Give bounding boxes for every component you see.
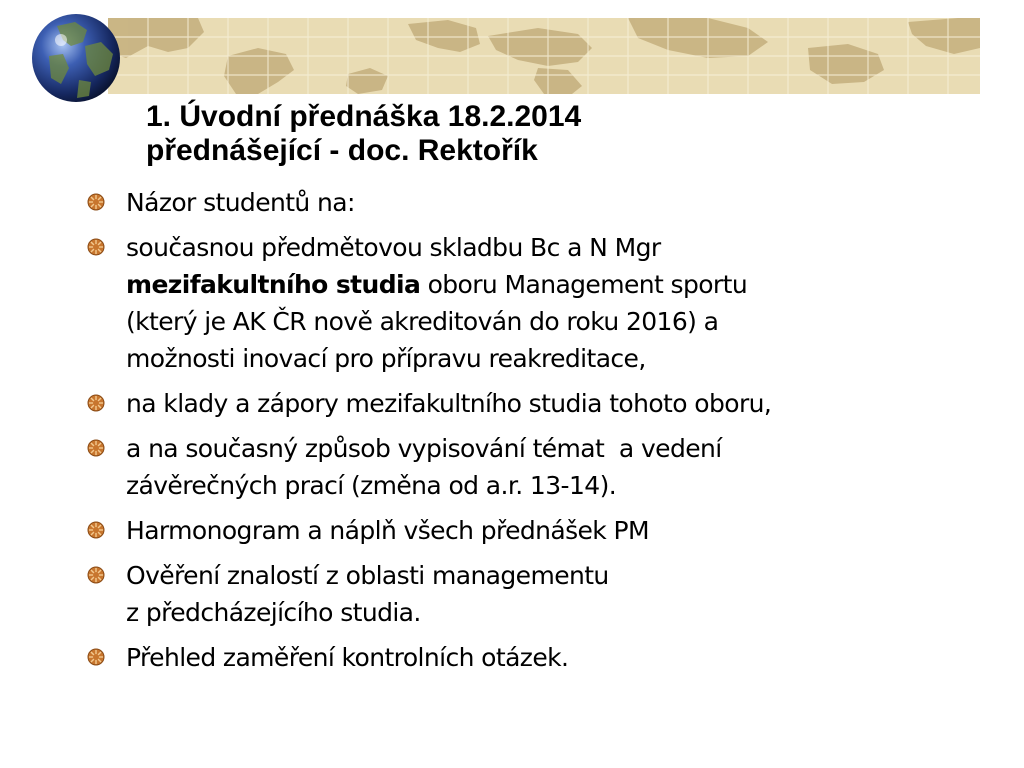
- bullet-bold-text: mezifakultního studia: [126, 270, 421, 299]
- bullet-item: [86, 557, 986, 631]
- gear-bullet-icon: [86, 237, 106, 257]
- slide-title: [146, 100, 581, 168]
- bullet-item: [86, 512, 986, 549]
- bullet-item: [86, 385, 986, 422]
- bullet-item: [86, 639, 986, 676]
- bullet-text: Harmonogram a náplň všech přednášek PM: [126, 516, 649, 545]
- bullet-item: [86, 184, 986, 221]
- bullet-text-line: závěrečných prací (změna od a.r. 13-14).: [126, 471, 617, 500]
- bullet-item: [86, 430, 986, 504]
- bullet-text-line: (který je AK ČR nově akreditován do roku 2016) a: [126, 307, 719, 336]
- gear-bullet-icon: [86, 393, 106, 413]
- title-line-2: přednášející - doc. Rektořík: [146, 134, 538, 167]
- gear-bullet-icon: [86, 647, 106, 667]
- bullet-text-line: a na současný způsob vypisování témat a vedení: [126, 434, 722, 463]
- bullet-text-line: možnosti inovací pro přípravu reakreditace,: [126, 344, 646, 373]
- gear-bullet-icon: [86, 520, 106, 540]
- bullet-text-line: z předcházejícího studia.: [126, 598, 421, 627]
- title-line-1: 1. Úvodní přednáška 18.2.2014: [146, 100, 582, 133]
- gear-bullet-icon: [86, 438, 106, 458]
- globe-icon: [29, 12, 123, 104]
- gear-bullet-icon: [86, 565, 106, 585]
- bullet-text-line: současnou předmětovou skladbu Bc a N Mgr: [126, 233, 661, 262]
- bullet-text: na klady a zápory mezifakultního studia tohoto oboru,: [126, 389, 772, 418]
- bullet-text: Názor studentů na:: [126, 188, 355, 217]
- world-map-banner: [108, 18, 980, 94]
- bullet-item: [86, 229, 986, 377]
- gear-bullet-icon: [86, 192, 106, 212]
- bullet-text-line: Ověření znalostí z oblasti managementu: [126, 561, 609, 590]
- bullet-text: Přehled zaměření kontrolních otázek.: [126, 643, 569, 672]
- bullet-text-line: oboru Management sportu: [420, 270, 748, 299]
- bullet-list: [86, 184, 986, 684]
